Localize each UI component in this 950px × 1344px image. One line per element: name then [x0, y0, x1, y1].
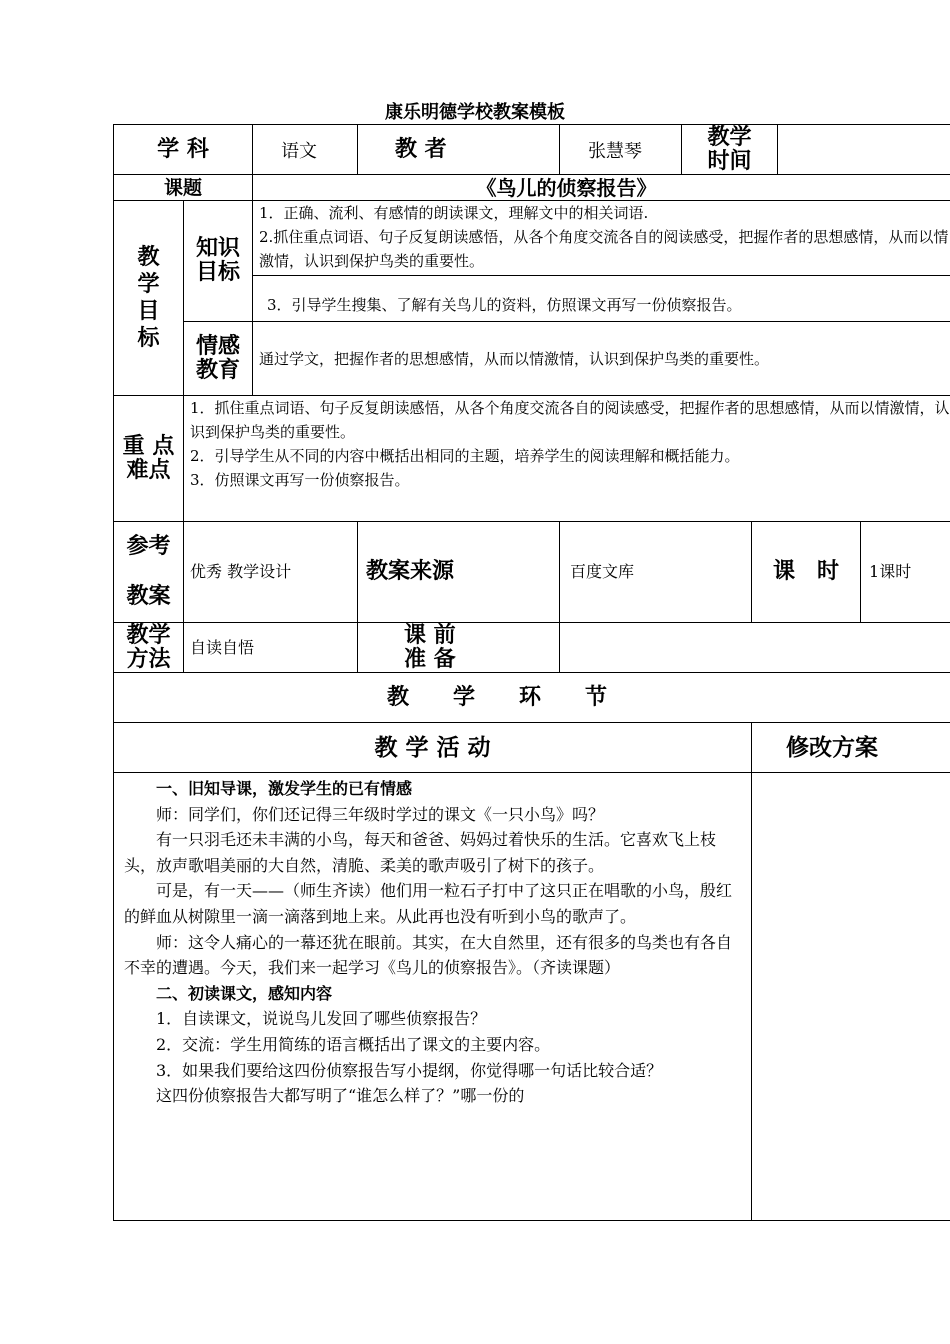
reference-label-line-2: 教案 [126, 584, 171, 609]
subject-label: 学 科 [114, 125, 253, 175]
method-row [114, 623, 950, 673]
method-label-line-1: 教学 [126, 622, 171, 648]
knowledge-goal-2: 2.抓住重点词语、句子反复朗读感悟，从各个角度交流各自的阅读感受，把握作者的思想感情，从而以情激情，认识到保护鸟类的重要性。 [259, 228, 949, 270]
topic-label: 课题 [114, 175, 253, 201]
activity-heading-1: 一、旧知导课，激发学生的已有情感 [156, 779, 413, 798]
key-point-2: 2．引导学生从不同的内容中概括出相同的主题，培养学生的阅读理解和概括能力。 [190, 447, 740, 465]
activity-header-row [114, 723, 950, 773]
author-label: 教 者 [358, 125, 560, 175]
activity-paragraph: 这四份侦察报告大都写明了“谁怎么样了？”哪一份的 [156, 1086, 525, 1106]
prep-label [358, 623, 560, 673]
knowledge-goal-3: 3．引导学生搜集、了解有关鸟儿的资料，仿照课文再写一份侦察报告。 [253, 276, 950, 322]
key-points-label-line-2: 难点 [126, 457, 171, 483]
revise-cell [752, 773, 950, 1221]
activity-paragraph: 有一只羽毛还未丰满的小鸟，每天和爸爸、妈妈过着快乐的生活。它喜欢飞上枝头，放声歌唱美丽的大自然，清脆、柔美的歌声吸引了树下的孩子。 [124, 830, 717, 875]
knowledge-label-line-2: 目标 [196, 260, 241, 285]
activity-paragraph: 师：这令人痛心的一幕还犹在眼前。其实，在大自然里，还有很多的鸟类也有各自不幸的遭遇。今天，我们来一起学习《鸟儿的侦察报告》。（齐读课题） [124, 932, 733, 978]
reference-row [114, 522, 950, 623]
activity-paragraph: 2．交流：学生用简练的语言概括出了课文的主要内容。 [156, 1034, 551, 1054]
section-title-row [114, 673, 950, 723]
reference-label-line-1: 参考 [126, 534, 171, 559]
time-label-line-2: 时间 [707, 148, 752, 174]
topic-value: 《鸟儿的侦察报告》 [253, 175, 950, 201]
source-value: 百度文库 [560, 522, 752, 623]
method-label [114, 623, 184, 673]
activity-header: 教 学 活 动 [114, 723, 752, 773]
activity-paragraph: 1．自读课文，说说鸟儿发回了哪些侦察报告？ [156, 1009, 487, 1029]
activity-paragraph: 可是，有一天——（师生齐读）他们用一粒石子打中了这只正在唱歌的小鸟，殷红的鲜血从树隙里一滴一滴落到地上来。从此再也没有听到小鸟的歌声了。 [124, 881, 733, 926]
method-value: 自读自悟 [184, 623, 358, 673]
activity-heading-2: 二、初读课文，感知内容 [156, 983, 333, 1003]
activities-cell [114, 773, 752, 1221]
activities-row [114, 773, 950, 1221]
key-points-label-line-1: 重 点 [122, 433, 175, 459]
emotion-text: 通过学文，把握作者的思想感情，从而以情激情，认识到保护鸟类的重要性。 [253, 322, 950, 396]
reference-label [114, 522, 184, 623]
prep-value [560, 623, 950, 673]
key-point-3: 3．仿照课文再写一份侦察报告。 [190, 471, 410, 489]
key-points-row [114, 396, 950, 522]
subject-value: 语文 [253, 125, 358, 175]
knowledge-label-line-1: 知识 [196, 236, 241, 261]
source-label: 教案来源 [358, 522, 560, 623]
section-title: 教 学 环 节 [114, 673, 950, 723]
emotion-label-line-2: 教育 [196, 357, 241, 383]
knowledge-row-1 [114, 201, 950, 276]
author-value: 张慧琴 [560, 125, 682, 175]
activity-paragraph: 师：同学们，你们还记得三年级时学过的课文《一只小鸟》吗？ [156, 804, 605, 824]
knowledge-label [184, 201, 253, 322]
key-points-label [114, 396, 184, 522]
reference-value: 优秀 教学设计 [184, 522, 358, 623]
period-label: 课 时 [752, 522, 861, 623]
prep-label-line-1: 课 前 [404, 622, 456, 648]
goals-label: 教学目标 [137, 245, 160, 351]
topic-row [114, 175, 950, 201]
revise-header: 修改方案 [752, 723, 950, 773]
knowledge-goals-1-2 [253, 201, 950, 276]
time-label [682, 125, 778, 175]
key-points-text [184, 396, 950, 522]
method-label-line-2: 方法 [126, 646, 171, 672]
period-value: 1课时 [861, 522, 950, 623]
emotion-row [114, 322, 950, 396]
emotion-label-line-1: 情感 [196, 333, 241, 359]
prep-label-line-2: 准 备 [404, 646, 456, 672]
emotion-label [184, 322, 253, 396]
page-title: 康乐明德学校教案模板 [385, 102, 565, 123]
lesson-plan-table-wrap [113, 124, 950, 1221]
knowledge-goal-1: 1．正确、流利、有感情的朗读课文，理解文中的相关词语. [259, 204, 649, 222]
goals-label-cell [114, 201, 184, 396]
lesson-plan-table [113, 124, 950, 1221]
time-label-line-1: 教学 [707, 124, 752, 150]
key-point-1: 1．抓住重点词语、句子反复朗读感悟，从各个角度交流各自的阅读感受，把握作者的思想感情，从而以情激情，认识到保护鸟类的重要性。 [190, 399, 950, 441]
header-row [114, 125, 950, 175]
activity-paragraph: 3．如果我们要给这四份侦察报告写小提纲，你觉得哪一句话比较合适？ [156, 1060, 663, 1080]
time-value [778, 125, 950, 175]
